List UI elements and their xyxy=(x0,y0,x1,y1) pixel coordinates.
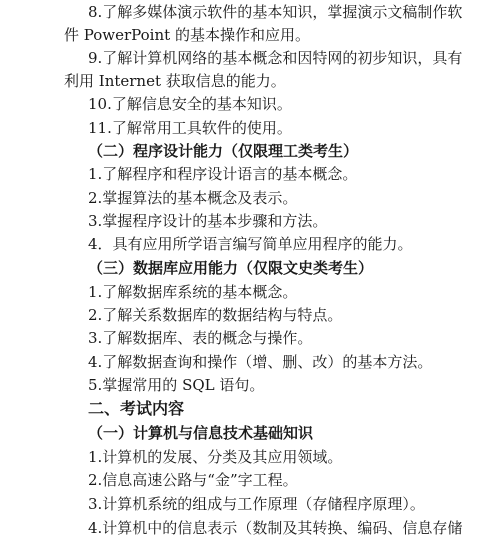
text-line: 4．具有应用所学语言编写简单应用程序的能力。 xyxy=(88,235,413,253)
text-line: 3.掌握程序设计的基本步骤和方法。 xyxy=(88,212,328,230)
text-line: 利用 Internet 获取信息的能力。 xyxy=(64,72,286,90)
text-line: 9.了解计算机网络的基本概念和因特网的初步知识，具有 xyxy=(88,49,463,67)
text-line: 10.了解信息安全的基本知识。 xyxy=(88,95,292,113)
text-line: 4.计算机中的信息表示（数制及其转换、编码、信息存储 xyxy=(88,519,463,537)
text-line: 3.计算机系统的组成与工作原理（存储程序原理）。 xyxy=(88,495,425,513)
text-line: 11.了解常用工具软件的使用。 xyxy=(88,119,292,137)
text-line: 8.了解多媒体演示软件的基本知识，掌握演示文稿制作软 xyxy=(88,3,463,21)
section-heading: 二、考试内容 xyxy=(88,399,185,418)
text-line: 1.了解程序和程序设计语言的基本概念。 xyxy=(88,165,358,183)
text-line: 1.计算机的发展、分类及其应用领域。 xyxy=(88,448,343,466)
section-subheading: （三）数据库应用能力（仅限文史类考生） xyxy=(88,259,374,277)
text-line: 3.了解数据库、表的概念与操作。 xyxy=(88,329,313,347)
text-line: 1.了解数据库系统的基本概念。 xyxy=(88,283,298,301)
text-line: 2.掌握算法的基本概念及表示。 xyxy=(88,189,298,207)
section-subheading: （一）计算机与信息技术基础知识 xyxy=(88,424,314,442)
section-subheading: （二）程序设计能力（仅限理工类考生） xyxy=(88,142,359,160)
text-line: 5.掌握常用的 SQL 语句。 xyxy=(88,376,265,394)
text-line: 2.信息高速公路与“金”字工程。 xyxy=(88,471,298,489)
text-line: 件 PowerPoint 的基本操作和应用。 xyxy=(64,26,310,44)
text-line: 2.了解关系数据库的数据结构与特点。 xyxy=(88,306,343,324)
text-line: 4.了解数据查询和操作（增、删、改）的基本方法。 xyxy=(88,353,433,371)
